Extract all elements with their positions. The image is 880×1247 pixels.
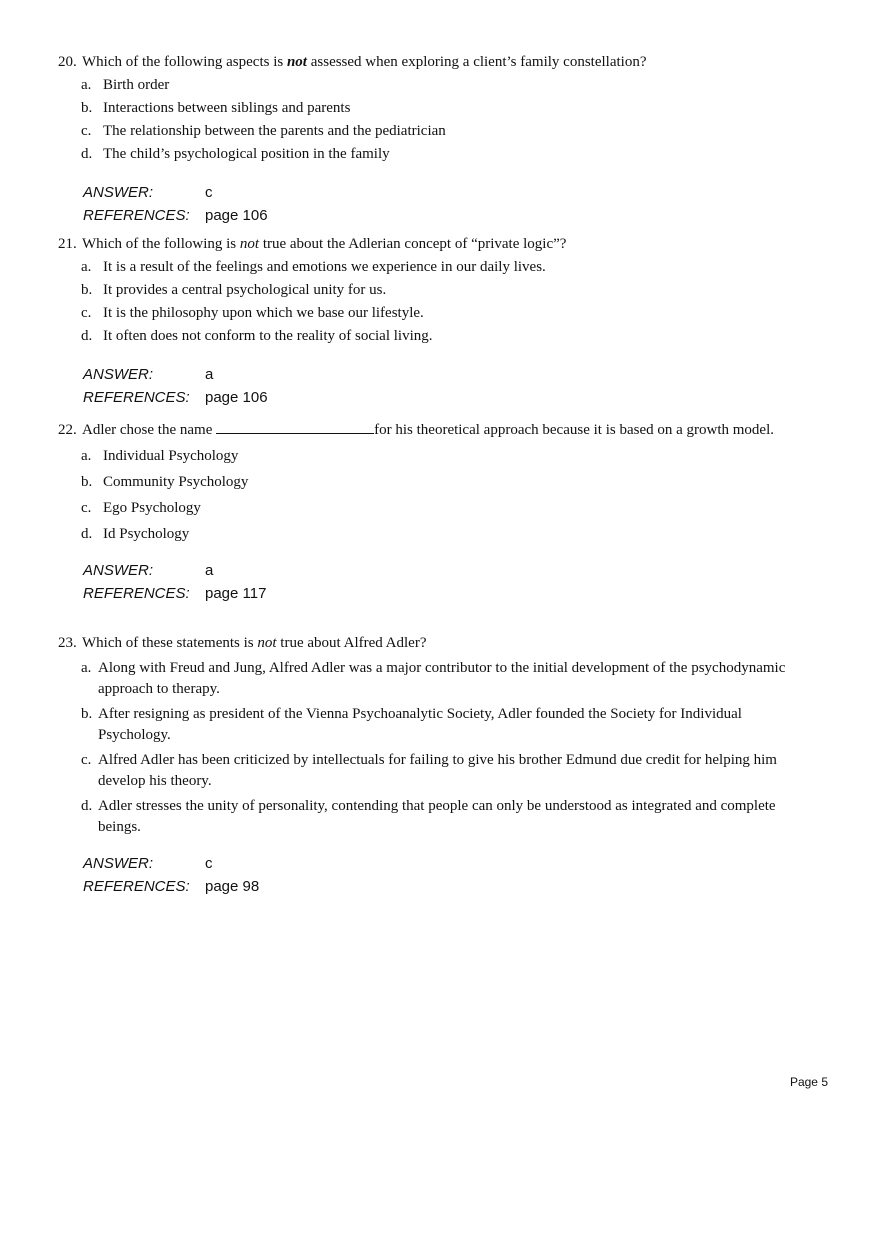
page-number: Page 5 <box>789 1075 828 1089</box>
answer-label: ANSWER: <box>83 562 154 579</box>
stem-emphasis: not <box>286 54 307 70</box>
option-letter: a. <box>81 448 92 464</box>
answer-block <box>83 181 798 227</box>
option-text: The relationship between the parents and the pediatrician <box>103 123 446 139</box>
answer-row <box>83 852 798 875</box>
option-text: Along with Freud and Jung, Alfred Adler was a major contributor to the initial development of the psychodynamic approach to therapy. <box>98 660 786 697</box>
references-label: REFERENCES: <box>83 207 190 224</box>
stem-text: true about Alfred Adler? <box>276 635 427 651</box>
option-letter: c. <box>81 305 92 321</box>
options-list <box>81 257 798 347</box>
stem-text: Which of the following aspects is <box>82 54 287 70</box>
question-stem <box>58 52 798 73</box>
question-21 <box>58 234 798 409</box>
answer-value: c <box>205 184 213 201</box>
references-row <box>83 204 798 227</box>
option-letter: c. <box>81 752 92 768</box>
option-d <box>81 144 798 165</box>
option-text: Interactions between siblings and parents <box>103 100 351 116</box>
question-stem <box>58 633 798 654</box>
option-a <box>81 446 798 467</box>
stem-text: Which of the following is <box>82 236 240 252</box>
option-text: It is a result of the feelings and emotions we experience in our daily lives. <box>103 259 546 275</box>
option-text: Ego Psychology <box>103 500 201 516</box>
option-c <box>81 303 798 324</box>
answer-block <box>83 363 798 409</box>
question-stem <box>58 419 798 441</box>
stem-text: true about the Adlerian concept of “private logic”? <box>259 236 567 252</box>
stem-text: Which of these statements is <box>82 635 258 651</box>
question-22 <box>58 419 798 605</box>
option-a <box>81 75 798 96</box>
option-text: Id Psychology <box>103 526 190 542</box>
option-text: The child’s psychological position in the family <box>103 146 390 162</box>
option-d <box>81 524 798 545</box>
option-letter: d. <box>81 798 93 814</box>
answer-block <box>83 852 798 898</box>
question-number: 21. <box>58 236 77 252</box>
options-list <box>81 658 798 838</box>
answer-row <box>83 181 798 204</box>
answer-value: c <box>205 855 213 872</box>
answer-label: ANSWER: <box>83 855 154 872</box>
option-letter: a. <box>81 259 92 275</box>
stem-emphasis: not <box>239 236 260 252</box>
option-letter: b. <box>81 474 93 490</box>
option-letter: a. <box>81 77 92 93</box>
option-text: After resigning as president of the Vienna Psychoanalytic Society, Adler founded the Society for Individual Psychology. <box>98 706 742 743</box>
question-number: 23. <box>58 635 77 651</box>
answer-label: ANSWER: <box>83 366 154 383</box>
question-stem <box>58 234 798 255</box>
option-text: Community Psychology <box>103 474 249 490</box>
option-text: Adler stresses the unity of personality, contending that people can only be understood as integrated and complete beings. <box>98 798 776 835</box>
option-text: It provides a central psychological unity for us. <box>103 282 387 298</box>
references-value: page 98 <box>205 878 260 895</box>
option-letter: a. <box>81 660 92 676</box>
references-value: page 106 <box>205 207 268 224</box>
option-d <box>81 326 798 347</box>
references-value: page 117 <box>205 585 267 602</box>
references-label: REFERENCES: <box>83 389 190 406</box>
answer-value: a <box>205 366 214 383</box>
option-c <box>81 750 798 792</box>
option-letter: b. <box>81 706 93 722</box>
option-letter: c. <box>81 123 92 139</box>
references-row <box>83 875 798 898</box>
option-text: Individual Psychology <box>103 448 239 464</box>
references-label: REFERENCES: <box>83 585 190 602</box>
question-20 <box>58 52 798 227</box>
options-list <box>81 446 798 545</box>
option-d <box>81 796 798 838</box>
option-b <box>81 704 798 746</box>
option-letter: b. <box>81 100 93 116</box>
stem-text: assessed when exploring a client’s family constellation? <box>306 54 647 70</box>
options-list <box>81 75 798 165</box>
option-text: Alfred Adler has been criticized by intellectuals for failing to give his brother Edmund due credit for helping him develop his theory. <box>98 752 777 789</box>
fill-in-blank <box>216 419 374 434</box>
option-letter: d. <box>81 328 93 344</box>
question-number: 22. <box>58 422 77 438</box>
answer-block <box>83 559 798 605</box>
option-text: It often does not conform to the reality of social living. <box>103 328 433 344</box>
stem-text: for his theoretical approach because it is based on a growth model. <box>374 422 774 438</box>
references-value: page 106 <box>205 389 268 406</box>
references-row <box>83 582 798 605</box>
option-letter: c. <box>81 500 92 516</box>
answer-row <box>83 363 798 386</box>
references-row <box>83 386 798 409</box>
option-letter: d. <box>81 526 93 542</box>
answer-row <box>83 559 798 582</box>
option-a <box>81 658 798 700</box>
stem-text: Adler chose the name <box>82 422 217 438</box>
question-number: 20. <box>58 54 77 70</box>
option-text: It is the philosophy upon which we base our lifestyle. <box>103 305 424 321</box>
option-c <box>81 498 798 519</box>
references-label: REFERENCES: <box>83 878 190 895</box>
option-b <box>81 472 798 493</box>
option-b <box>81 280 798 301</box>
option-letter: b. <box>81 282 93 298</box>
answer-value: a <box>205 562 214 579</box>
option-letter: d. <box>81 146 93 162</box>
option-text: Birth order <box>103 77 170 93</box>
answer-label: ANSWER: <box>83 184 154 201</box>
option-b <box>81 98 798 119</box>
stem-emphasis: not <box>257 635 277 651</box>
option-a <box>81 257 798 278</box>
question-23 <box>58 633 798 898</box>
option-c <box>81 121 798 142</box>
